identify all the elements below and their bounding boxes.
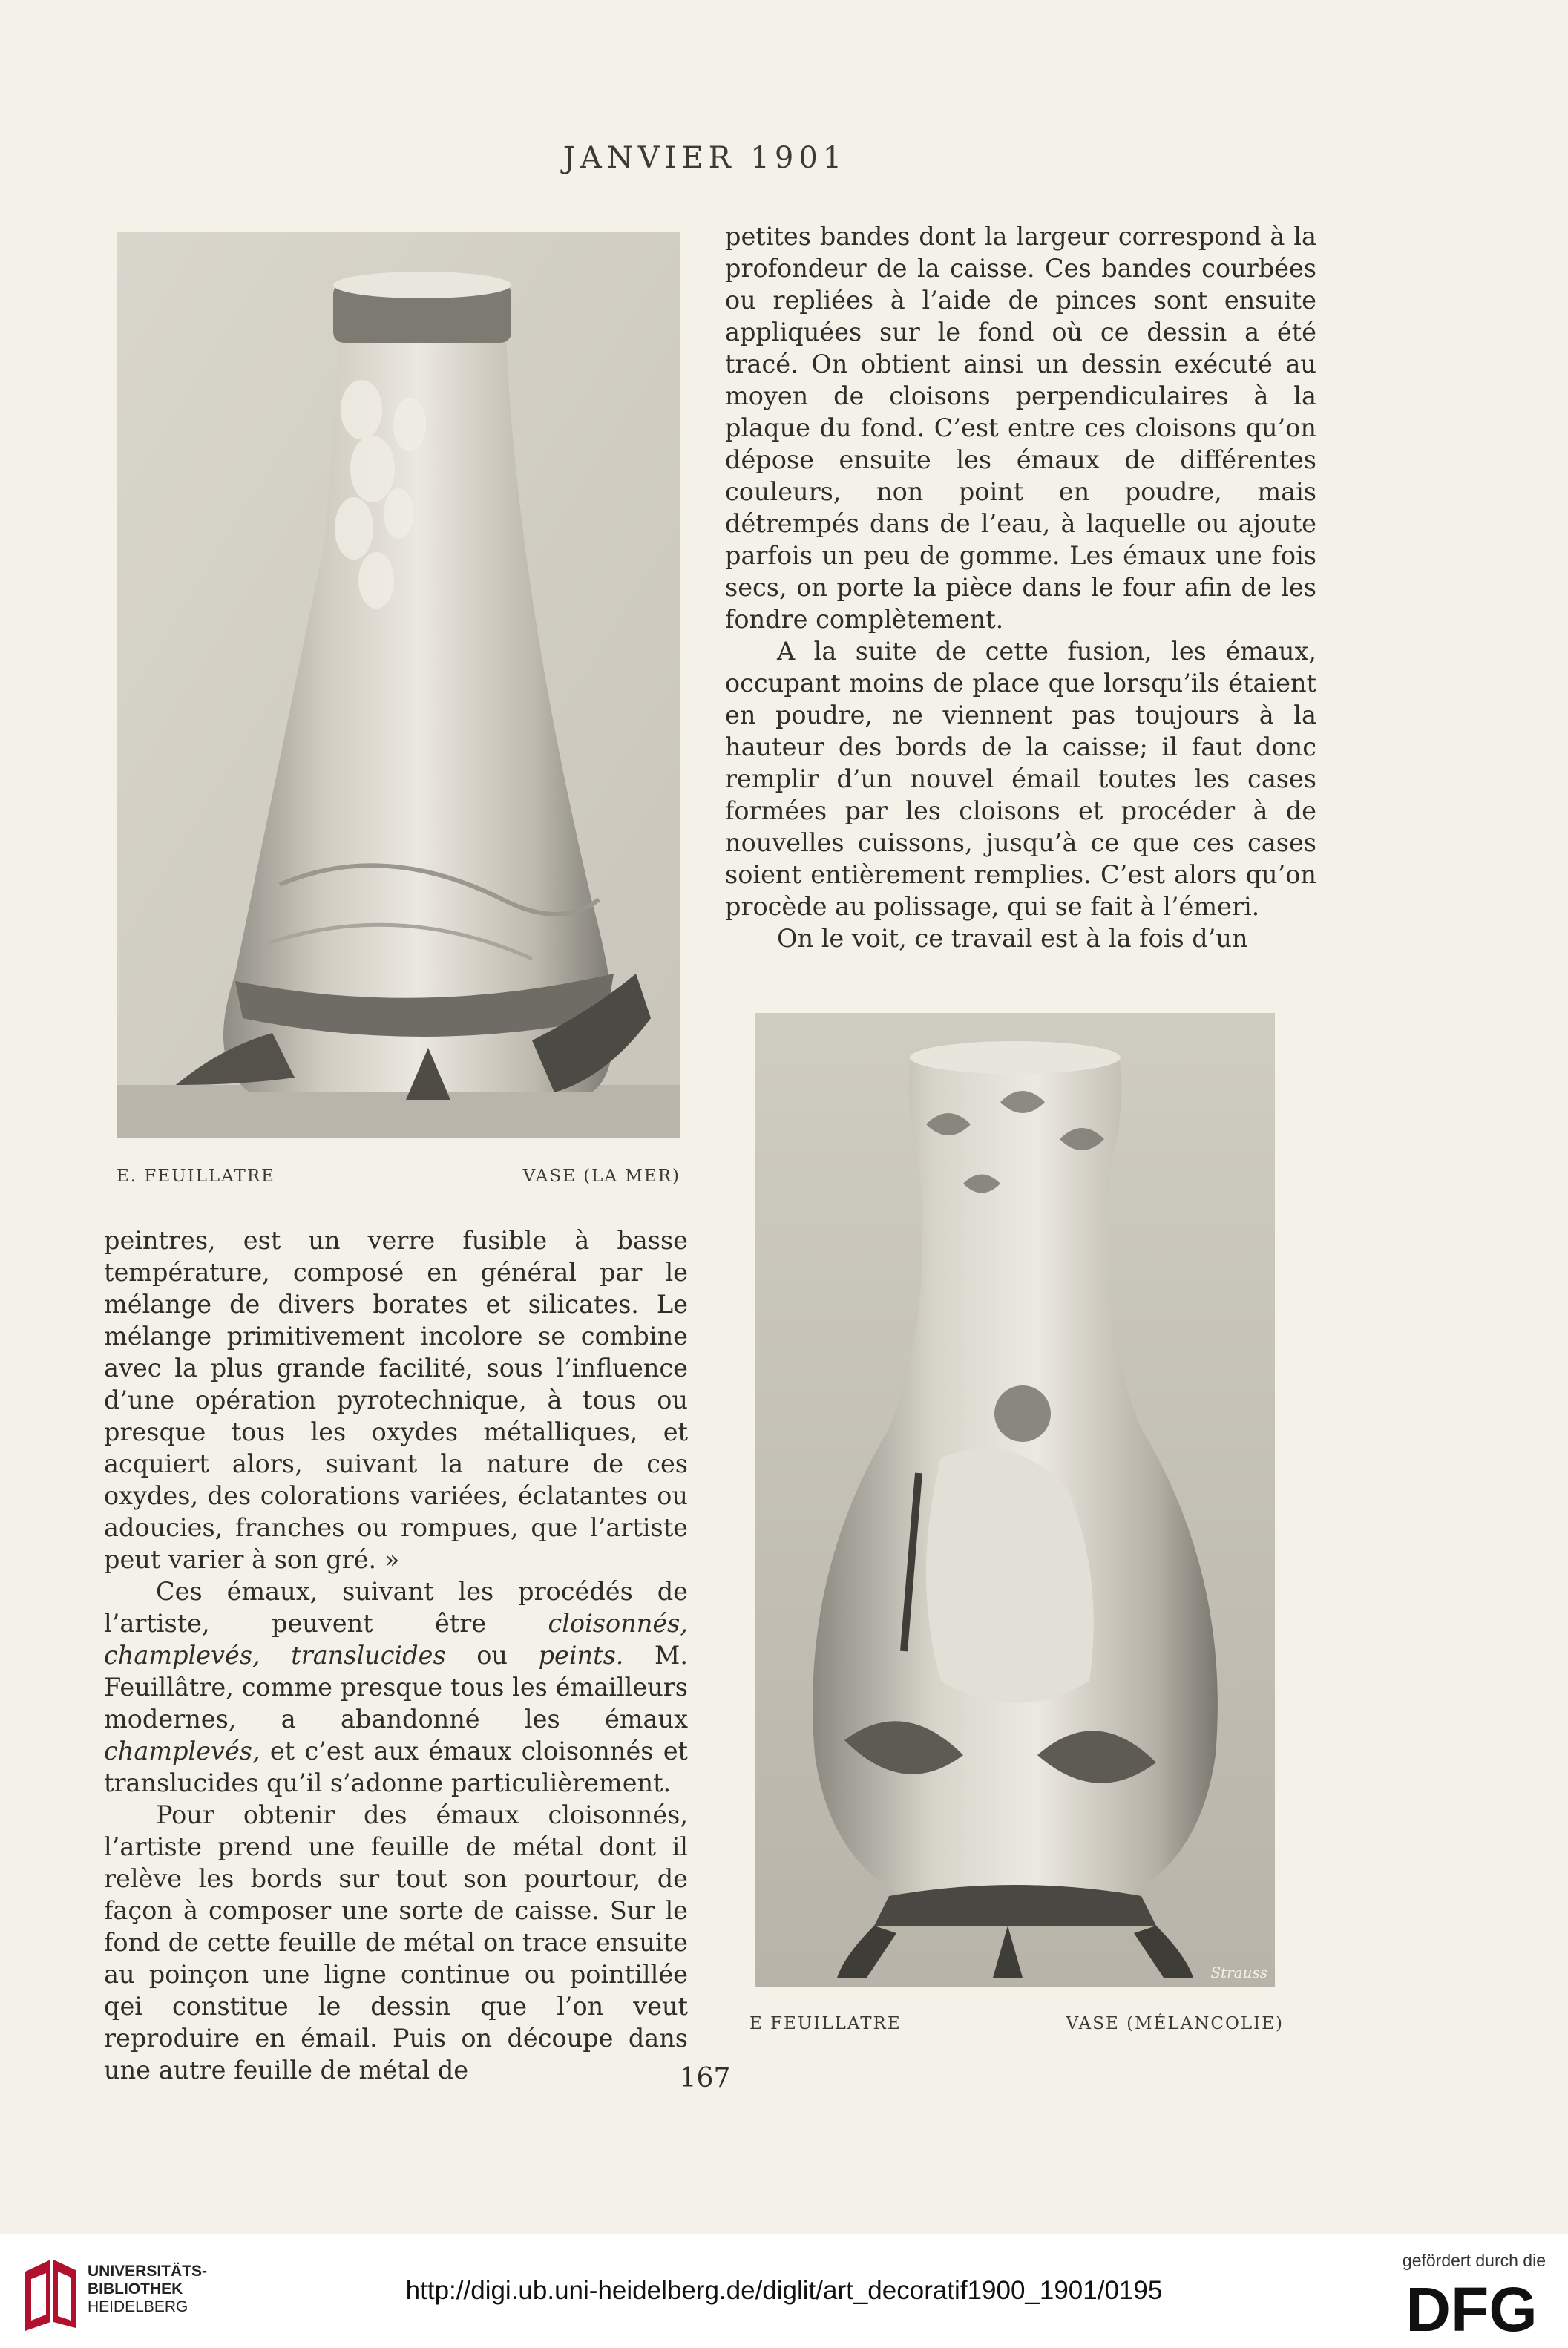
library-line: BIBLIOTHEK — [88, 2280, 183, 2298]
dfg-logo — [1397, 2279, 1546, 2337]
vase-la-mer-plate — [117, 232, 680, 1138]
running-head: JANVIER 1901 — [562, 141, 847, 175]
vase-melancolie-plate — [755, 1013, 1275, 1987]
vase-la-mer-artist: E. FEUILLATRE — [117, 1167, 275, 1186]
paragraph: A la suite de cette fusion, les émaux, occupant moins de place que lorsqu’ils étaient en poudre, ne viennent pas toujours à la hauteur des bords de la caisse; il faut donc remplir d’un nouvel émail toutes les cases formées par les cloisons et procéder à de nouvelles cuissons, jusqu’à ce que ces cases soient entièrement remplies. C’est alors qu’on procède au polissage, qui se fait à l’émeri. — [725, 637, 1316, 921]
library-line: UNIVERSITÄTS- — [88, 2263, 208, 2280]
paragraph-with-italics — [104, 1575, 688, 1799]
page-number: 167 — [679, 2063, 731, 2093]
digitization-footer — [0, 2234, 1568, 2348]
italic-run: champlevés, — [104, 1737, 260, 1765]
paragraph: Pour obtenir des émaux cloisonnés, l’artiste prend une feuille de métal dont il relève les bords sur tout son pourtour, de façon à composer une sorte de caisse. Sur le fond de cette feuille de métal on trace ensuite au poinçon une ligne continue ou pointillée qei constitue le dessin que l’on veut reproduire en émail. Puis on découpe dans une autre feuille de métal de — [104, 1800, 688, 2085]
vase-melancolie-artist: E FEUILLATRE — [749, 2014, 902, 2033]
paragraph: petites bandes dont la largeur correspond à la profondeur de la caisse. Ces bandes courbées ou repliées à l’aide de pinces sont ensuite appliquées sur le fond où ce dessin a été tracé. On obtient ainsi un dessin exécuté au moyen de cloisons perpendiculaires à la plaque du fond. C’est entre ces cloisons qu’on dépose ensuite les émaux de différentes couleurs, non point en poudre, mais détrempés dans de l’eau, à laquelle ou ajoute parfois un peu de gomme. Les émaux une fois secs, on porte la pièce dans le four afin de les fondre complètement. — [725, 222, 1316, 634]
vase-la-mer-title: VASE (LA MER) — [522, 1167, 680, 1186]
engraver-signature: Strauss — [1210, 1964, 1267, 1981]
paragraph: peintres, est un verre fusible à basse température, composé en général par le mélange de divers borates et silicates. Le mélange primitivement incolore se combine avec la plus grande facilité, sous l’influence d’une opération pyrotechnique, à tous ou presque tous les oxydes métalliques, et acquiert alors, suivant la nature de ces oxydes, des colorations variées, éclatantes ou adoucies, franches ou rompues, que l’artiste peut varier à son gré. » — [104, 1226, 688, 1574]
vase-melancolie-title: VASE (MÉLANCOLIE) — [1066, 2014, 1284, 2033]
text-run: et c’est aux émaux cloisonnés et translucides qu’il s’adonne particulièrement. — [104, 1737, 688, 1797]
italic-run: cloisonnés, champlevés, translucides — [104, 1609, 688, 1670]
text-run: ou — [445, 1641, 539, 1670]
text-run: M. Feuillâtre, comme presque tous les émailleurs modernes, a abandonné les émaux — [104, 1641, 688, 1734]
vase-melancolie-illustration — [755, 1013, 1275, 1987]
right-column-text — [725, 220, 1316, 954]
paragraph: On le voit, ce travail est à la fois d’un — [777, 924, 1248, 953]
text-run: Ces émaux, suivant les procédés de l’artiste, peuvent être — [104, 1577, 688, 1638]
vase-la-mer-illustration — [117, 232, 680, 1138]
vase-melancolie-caption — [749, 2014, 1284, 2033]
left-column-text — [104, 1224, 688, 2086]
source-url-link[interactable]: http://digi.ub.uni-heidelberg.de/diglit/art_decoratif1900_1901/0195 — [405, 2276, 1163, 2305]
funding-note: gefördert durch die — [1402, 2251, 1546, 2270]
italic-run: peints. — [538, 1641, 624, 1670]
library-line: HEIDELBERG — [88, 2298, 188, 2315]
dfg-logo-text: DFG — [1405, 2279, 1538, 2337]
vase-la-mer-caption — [117, 1167, 680, 1186]
